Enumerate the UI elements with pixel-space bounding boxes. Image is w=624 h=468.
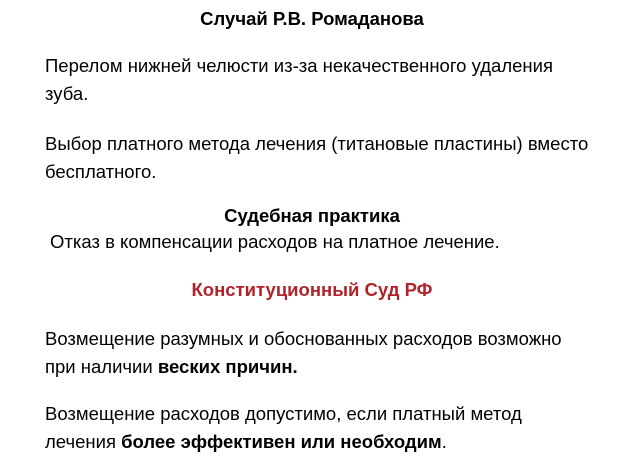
- reimbursement-paragraph-1: [45, 325, 615, 381]
- case-paragraph-paid-method-line-2: бесплатного.: [45, 161, 157, 182]
- reimbursement-paragraph-2-bold: более эффективен или необходим: [121, 431, 442, 452]
- reimbursement-paragraph-2-tail: .: [441, 431, 447, 452]
- reimbursement-paragraph-2: [45, 400, 615, 456]
- court-practice-text: Отказ в компенсации расходов на платное лечение.: [50, 231, 500, 252]
- reimbursement-paragraph-1-line-2: [45, 353, 615, 381]
- reimbursement-paragraph-2-plain: лечения: [45, 431, 122, 452]
- case-paragraph-fracture-line-2: зуба.: [45, 83, 89, 104]
- case-paragraph-paid-method: [45, 130, 615, 186]
- slide-title: Случай Р.В. Ромаданова: [200, 8, 424, 29]
- reimbursement-paragraph-1-plain: при наличии: [45, 356, 158, 377]
- case-paragraph-fracture: [45, 52, 615, 108]
- court-practice-heading: Судебная практика: [224, 205, 400, 226]
- reimbursement-paragraph-2-line-1: Возмещение расходов допустимо, если платный метод: [45, 403, 522, 424]
- case-paragraph-paid-method-line-1: Выбор платного метода лечения (титановые пластины) вместо: [45, 133, 589, 154]
- reimbursement-paragraph-2-line-2: [45, 428, 615, 456]
- constitutional-court-heading: Конституционный Суд РФ: [191, 279, 433, 300]
- reimbursement-paragraph-1-line-1: Возмещение разумных и обоснованных расходов возможно: [45, 328, 562, 349]
- case-paragraph-fracture-line-1: Перелом нижней челюсти из-за некачественного удаления: [45, 55, 553, 76]
- reimbursement-paragraph-1-bold: веских причин.: [157, 356, 298, 377]
